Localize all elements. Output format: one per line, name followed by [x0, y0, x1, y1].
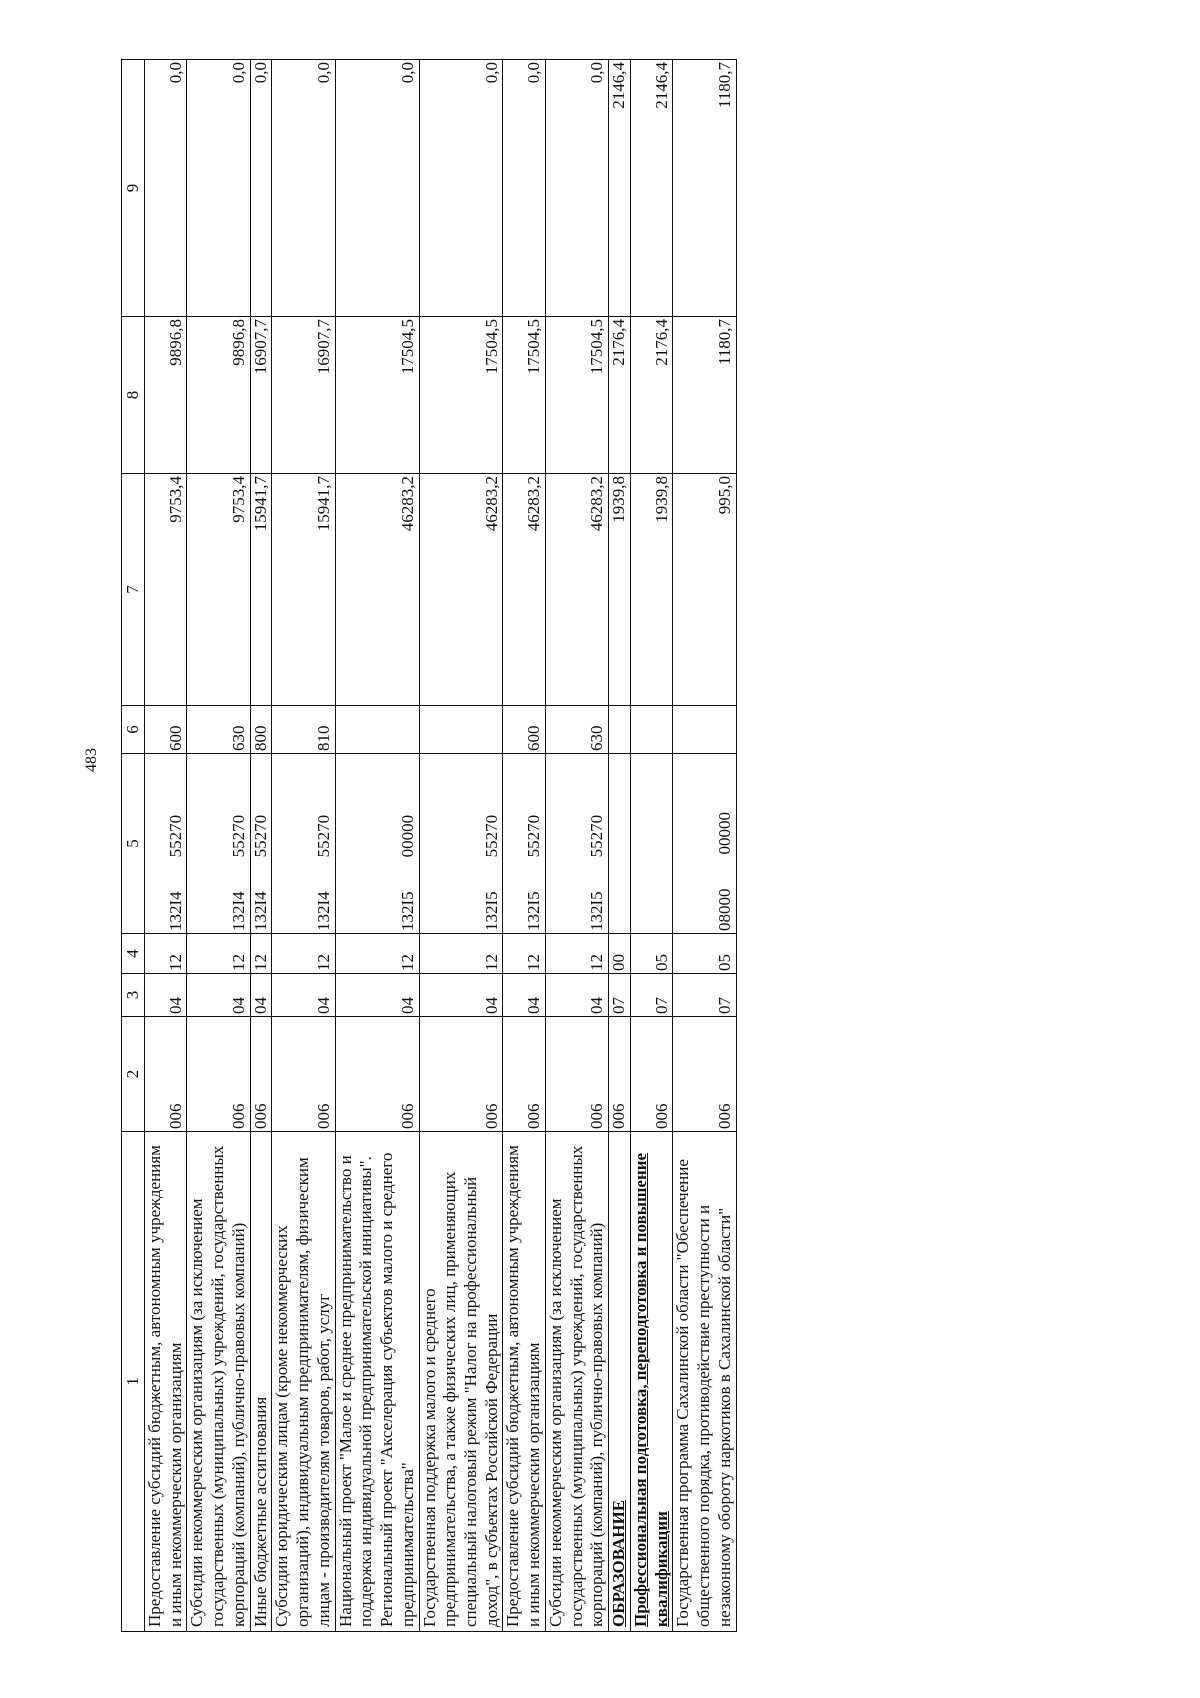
row-section-cell: 04	[545, 974, 608, 1017]
row-section-cell: 07	[673, 974, 736, 1017]
row-subsection-cell: 12	[187, 934, 250, 974]
row-ministry-code-cell: 006	[272, 1017, 335, 1132]
row-amount-3-cell: 0,0	[335, 60, 419, 317]
row-subsection-cell: 12	[503, 934, 545, 974]
row-amount-1-cell: 46283,2	[419, 474, 503, 706]
row-amount-3-cell: 0,0	[187, 60, 250, 317]
row-section-cell: 07	[609, 974, 631, 1017]
row-amount-2-cell: 16907,7	[272, 317, 335, 474]
row-amount-3-cell: 1180,7	[673, 60, 736, 317]
target-article-program: 132I5	[587, 891, 607, 931]
row-section-cell: 04	[145, 974, 187, 1017]
table-row	[545, 60, 608, 1632]
row-name-cell: Субсидии юридическим лицам (кроме некоммерческих организаций), индивидуальным предпринимателям, физическим лицам - производителям товаров, работ, услуг	[272, 1132, 335, 1632]
row-name-cell: Иные бюджетные ассигнования	[250, 1132, 272, 1632]
target-article-program: 132I4	[313, 891, 333, 931]
row-amount-2-cell: 17504,5	[545, 317, 608, 474]
table-row	[503, 60, 545, 1632]
column-header: 6	[122, 706, 145, 754]
row-amount-1-cell: 9753,4	[187, 474, 250, 706]
row-target-article-cell	[673, 754, 736, 934]
row-amount-2-cell: 9896,8	[145, 317, 187, 474]
row-amount-1-cell: 46283,2	[545, 474, 608, 706]
row-target-article-cell	[250, 754, 272, 934]
row-expense-type-cell	[419, 706, 503, 754]
row-target-article-cell	[187, 754, 250, 934]
row-ministry-code-cell: 006	[419, 1017, 503, 1132]
row-name-cell: Субсидии некоммерческим организациям (за исключением государственных (муниципальных) учреждений, государственных корпораций (компаний), публично-правовых компаний)	[545, 1132, 608, 1632]
row-expense-type-cell	[673, 706, 736, 754]
row-ministry-code-cell: 006	[187, 1017, 250, 1132]
row-amount-3-cell: 2146,4	[609, 60, 631, 317]
budget-table	[121, 59, 737, 1632]
row-subsection-cell: 05	[673, 934, 736, 974]
row-subsection-cell: 00	[609, 934, 631, 974]
row-ministry-code-cell: 006	[673, 1017, 736, 1132]
target-article-direction: 00000	[397, 814, 417, 858]
row-ministry-code-cell: 006	[250, 1017, 272, 1132]
row-subsection-cell: 12	[545, 934, 608, 974]
row-ministry-code-cell: 006	[630, 1017, 672, 1132]
target-article-program: 132I4	[165, 891, 185, 931]
target-article-program: 132I4	[250, 891, 270, 931]
row-subsection-cell: 05	[630, 934, 672, 974]
row-ministry-code-cell: 006	[335, 1017, 419, 1132]
row-amount-1-cell: 9753,4	[145, 474, 187, 706]
row-amount-2-cell: 2176,4	[609, 317, 631, 474]
row-ministry-code-cell: 006	[545, 1017, 608, 1132]
target-article-program: 132I5	[481, 891, 501, 931]
row-name-cell: Профессиональная подготовка, переподготовка и повышение квалификации	[630, 1132, 672, 1632]
row-amount-2-cell: 1180,7	[673, 317, 736, 474]
column-header: 8	[122, 317, 145, 474]
row-expense-type-cell	[335, 706, 419, 754]
target-article-direction: 55270	[228, 814, 248, 858]
row-amount-3-cell: 2146,4	[630, 60, 672, 317]
row-expense-type-cell	[630, 706, 672, 754]
column-header: 1	[122, 1132, 145, 1632]
row-target-article-cell	[545, 754, 608, 934]
table-row	[419, 60, 503, 1632]
table-row	[250, 60, 272, 1632]
row-expense-type-cell: 630	[545, 706, 608, 754]
target-article-direction: 55270	[524, 814, 544, 858]
table-row	[609, 60, 631, 1632]
target-article-program: 132I5	[524, 891, 544, 931]
row-target-article-cell	[419, 754, 503, 934]
target-article-direction: 55270	[313, 814, 333, 858]
row-amount-3-cell: 0,0	[545, 60, 608, 317]
row-expense-type-cell	[609, 706, 631, 754]
row-name-cell: Предоставление субсидий бюджетным, автономным учреждениям и иным некоммерческим организациям	[145, 1132, 187, 1632]
target-article-direction: 55270	[481, 814, 501, 858]
row-amount-2-cell: 17504,5	[419, 317, 503, 474]
row-name-cell: Национальный проект "Малое и среднее предпринимательство и поддержка индивидуальной предпринимательской инициативы". Региональный проект "Акселерация субъектов малого и среднего предпринимательства"	[335, 1132, 419, 1632]
row-expense-type-cell: 600	[503, 706, 545, 754]
row-target-article-cell	[335, 754, 419, 934]
page-number: 483	[83, 748, 100, 772]
column-header: 2	[122, 1017, 145, 1132]
row-expense-type-cell: 630	[187, 706, 250, 754]
row-target-article-cell	[272, 754, 335, 934]
row-name-cell: Государственная программа Сахалинской области "Обеспечение общественного порядка, противодействие преступности и незаконному обороту наркотиков в Сахалинской области"	[673, 1132, 736, 1632]
row-amount-3-cell: 0,0	[419, 60, 503, 317]
target-article-direction: 00000	[714, 812, 734, 855]
row-section-cell: 07	[630, 974, 672, 1017]
row-target-article-cell	[630, 754, 672, 934]
row-amount-1-cell: 1939,8	[630, 474, 672, 706]
row-amount-1-cell: 46283,2	[503, 474, 545, 706]
row-expense-type-cell: 800	[250, 706, 272, 754]
row-name-cell: Государственная поддержка малого и среднего предпринимательства, а также физических лиц, применяющих специальный налоговый режим "Налог на профессиональный доход", в субъектах Российской Федерации	[419, 1132, 503, 1632]
row-section-cell: 04	[187, 974, 250, 1017]
table-row	[335, 60, 419, 1632]
column-header: 3	[122, 974, 145, 1017]
row-target-article-cell	[503, 754, 545, 934]
table-row	[272, 60, 335, 1632]
row-section-cell: 04	[503, 974, 545, 1017]
column-header: 4	[122, 934, 145, 974]
row-amount-1-cell: 995,0	[673, 474, 736, 706]
row-subsection-cell: 12	[419, 934, 503, 974]
target-article-program: 132I4	[228, 891, 248, 931]
row-target-article-cell	[145, 754, 187, 934]
row-amount-2-cell: 17504,5	[503, 317, 545, 474]
column-header: 7	[122, 474, 145, 706]
row-name-cell: Субсидии некоммерческим организациям (за исключением государственных (муниципальных) учреждений, государственных корпораций (компаний), публично-правовых компаний)	[187, 1132, 250, 1632]
row-expense-type-cell: 600	[145, 706, 187, 754]
target-article-program: 08000	[714, 888, 734, 931]
row-amount-2-cell: 2176,4	[630, 317, 672, 474]
row-name-cell: Предоставление субсидий бюджетным, автономным учреждениям и иным некоммерческим организациям	[503, 1132, 545, 1632]
row-amount-3-cell: 0,0	[145, 60, 187, 317]
row-name-cell: ОБРАЗОВАНИЕ	[609, 1132, 631, 1632]
target-article-direction: 55270	[587, 814, 607, 858]
row-amount-1-cell: 46283,2	[335, 474, 419, 706]
row-amount-1-cell: 15941,7	[250, 474, 272, 706]
row-section-cell: 04	[250, 974, 272, 1017]
table-row	[145, 60, 187, 1632]
row-section-cell: 04	[419, 974, 503, 1017]
row-subsection-cell: 12	[335, 934, 419, 974]
column-header: 9	[122, 60, 145, 317]
column-header: 5	[122, 754, 145, 934]
target-article-program: 132I5	[397, 891, 417, 931]
row-section-cell: 04	[272, 974, 335, 1017]
table-row	[187, 60, 250, 1632]
rotated-table-frame	[121, 60, 1085, 1632]
row-amount-1-cell: 1939,8	[609, 474, 631, 706]
row-amount-2-cell: 9896,8	[187, 317, 250, 474]
row-amount-3-cell: 0,0	[503, 60, 545, 317]
table-body	[145, 60, 737, 1632]
row-amount-3-cell: 0,0	[250, 60, 272, 317]
row-amount-2-cell: 16907,7	[250, 317, 272, 474]
target-article-direction: 55270	[165, 814, 185, 858]
row-section-cell: 04	[335, 974, 419, 1017]
row-subsection-cell: 12	[272, 934, 335, 974]
row-amount-2-cell: 17504,5	[335, 317, 419, 474]
target-article-direction: 55270	[250, 814, 270, 858]
row-amount-3-cell: 0,0	[272, 60, 335, 317]
row-ministry-code-cell: 006	[609, 1017, 631, 1132]
row-target-article-cell	[609, 754, 631, 934]
row-ministry-code-cell: 006	[503, 1017, 545, 1132]
row-amount-1-cell: 15941,7	[272, 474, 335, 706]
header-row	[122, 60, 145, 1632]
row-subsection-cell: 12	[145, 934, 187, 974]
row-ministry-code-cell: 006	[145, 1017, 187, 1132]
table-row	[630, 60, 672, 1632]
table-row	[673, 60, 736, 1632]
row-subsection-cell: 12	[250, 934, 272, 974]
row-expense-type-cell: 810	[272, 706, 335, 754]
